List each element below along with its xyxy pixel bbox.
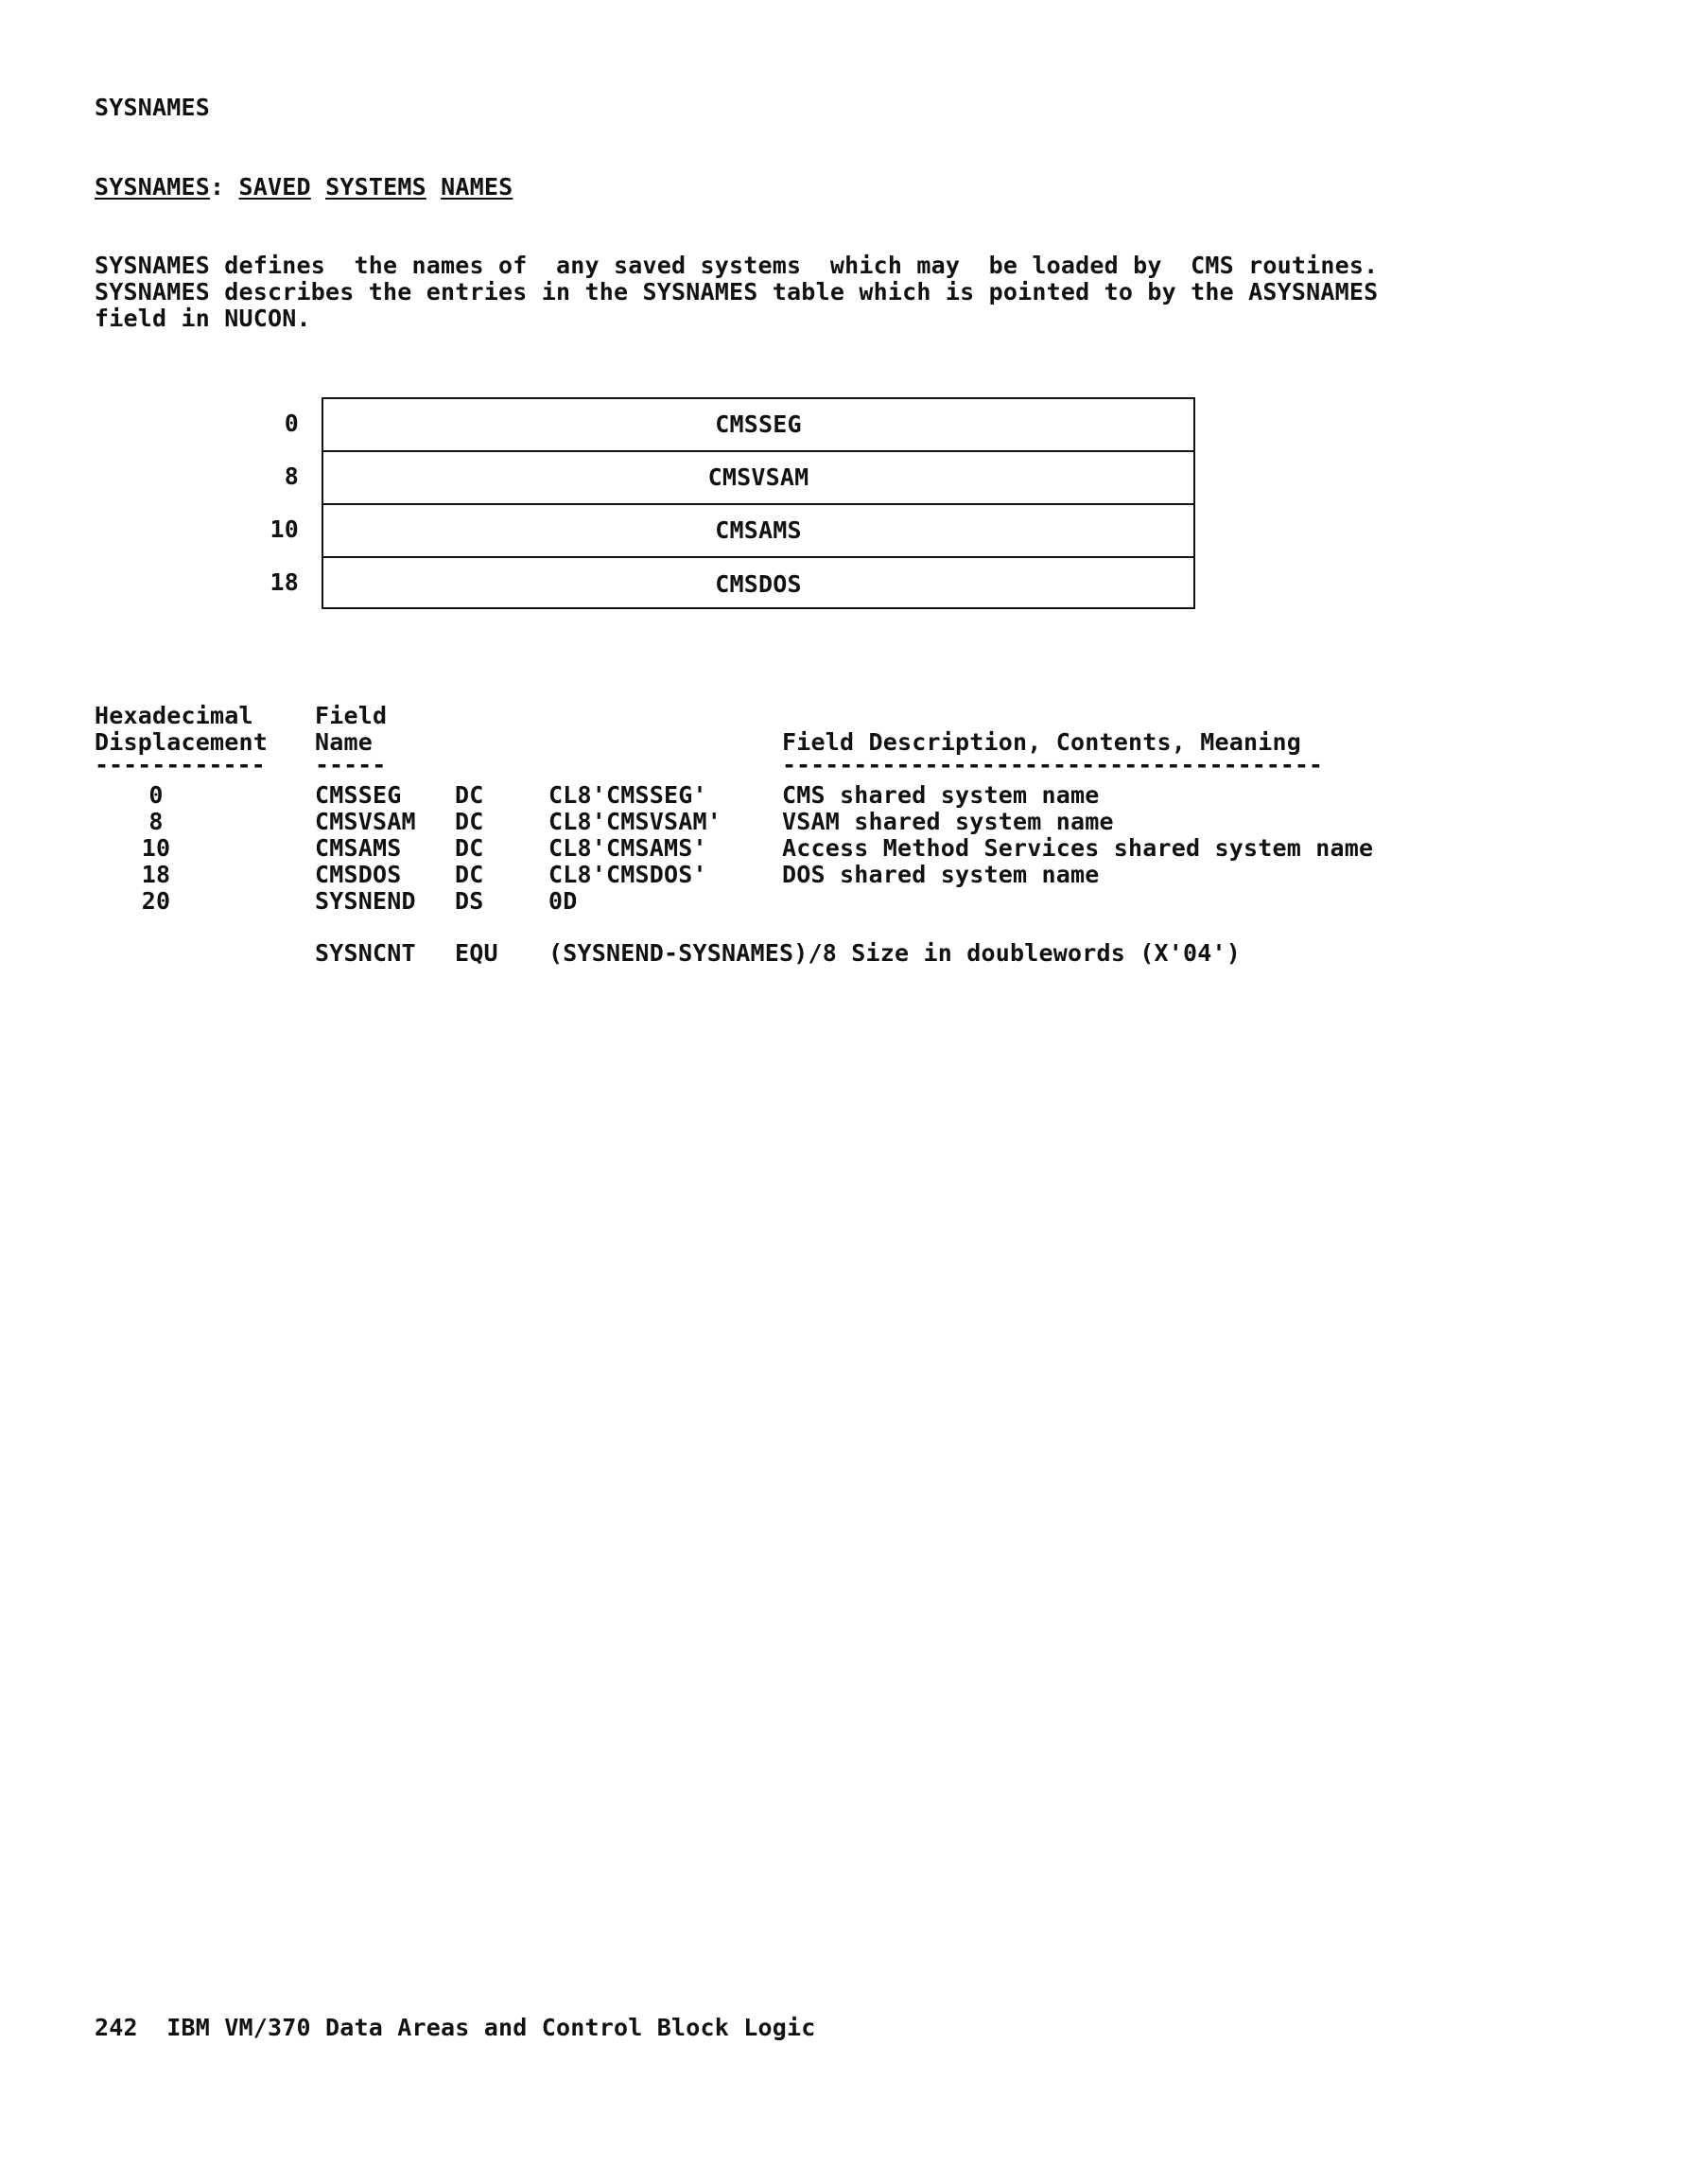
- header-description-rule: --------------------------------------: [782, 751, 1323, 778]
- row-type: DC: [455, 808, 484, 835]
- header-displacement-rule: ------------: [95, 751, 266, 778]
- row-field-name: CMSVSAM: [315, 808, 416, 835]
- description-line-1: SYSNAMES defines the names of any saved systems which may be loaded by CMS routines.: [95, 252, 1379, 279]
- layout-field-name: CMSSEG: [715, 411, 802, 438]
- section-title-word-2: SYSTEMS: [325, 173, 426, 201]
- row-displacement: 10: [141, 834, 171, 862]
- header-displacement-line2: Displacement: [95, 728, 269, 756]
- row-field-name: CMSDOS: [315, 861, 402, 888]
- row-description: Access Method Services shared system name: [782, 834, 1374, 862]
- section-title-colon: :: [210, 173, 225, 201]
- equ-value: (SYSNEND-SYSNAMES)/8 Size in doublewords (X'04'): [548, 939, 1242, 967]
- row-value: CL8'CMSAMS': [548, 834, 707, 862]
- row-displacement: 18: [141, 861, 171, 888]
- offset-label: 18: [270, 568, 299, 596]
- layout-field-name: CMSAMS: [715, 516, 802, 544]
- row-field-name: CMSSEG: [315, 781, 402, 809]
- layout-row: [323, 505, 1193, 558]
- description-line-2: SYSNAMES describes the entries in the SYSNAMES table which is pointed to by the ASYSNAMES: [95, 278, 1379, 306]
- row-type: DC: [455, 861, 484, 888]
- running-header: SYSNAMES: [95, 94, 211, 121]
- row-type: DS: [455, 887, 484, 915]
- row-type: DC: [455, 781, 484, 809]
- header-field-line2: Name: [315, 728, 374, 756]
- row-type: DC: [455, 834, 484, 862]
- layout-field-name: CMSDOS: [715, 570, 802, 598]
- header-displacement-line1: Hexadecimal: [95, 702, 253, 729]
- header-field-rule: -----: [315, 751, 387, 778]
- equ-field-name: SYSNCNT: [315, 939, 416, 967]
- offset-label: 0: [284, 410, 299, 437]
- section-title-prefix: SYSNAMES: [95, 173, 211, 201]
- row-description: CMS shared system name: [782, 781, 1100, 809]
- row-displacement: 8: [148, 808, 164, 835]
- row-displacement: 0: [148, 781, 164, 809]
- section-title-word-1: SAVED: [238, 173, 311, 201]
- row-field-name: CMSAMS: [315, 834, 402, 862]
- header-field-line1: Field: [315, 702, 388, 729]
- row-value: CL8'CMSDOS': [548, 861, 707, 888]
- header-description: Field Description, Contents, Meaning: [782, 728, 1302, 756]
- description-line-3: field in NUCON.: [95, 305, 311, 332]
- row-value: CL8'CMSVSAM': [548, 808, 722, 835]
- control-block-layout: [322, 397, 1195, 609]
- offset-label: 10: [270, 515, 299, 543]
- layout-row: [323, 399, 1193, 452]
- layout-row: [323, 558, 1193, 611]
- row-value: 0D: [548, 887, 578, 915]
- row-field-name: SYSNEND: [315, 887, 416, 915]
- row-description: DOS shared system name: [782, 861, 1100, 888]
- section-title: [95, 174, 513, 201]
- page-footer: 242 IBM VM/370 Data Areas and Control Block Logic: [95, 2014, 816, 2041]
- offset-label: 8: [284, 463, 299, 490]
- row-displacement: 20: [141, 887, 171, 915]
- row-description: VSAM shared system name: [782, 808, 1114, 835]
- layout-row: [323, 452, 1193, 505]
- section-title-word-3: NAMES: [441, 173, 513, 201]
- row-value: CL8'CMSSEG': [548, 781, 707, 809]
- equ-type: EQU: [455, 939, 498, 967]
- layout-field-name: CMSVSAM: [707, 463, 809, 491]
